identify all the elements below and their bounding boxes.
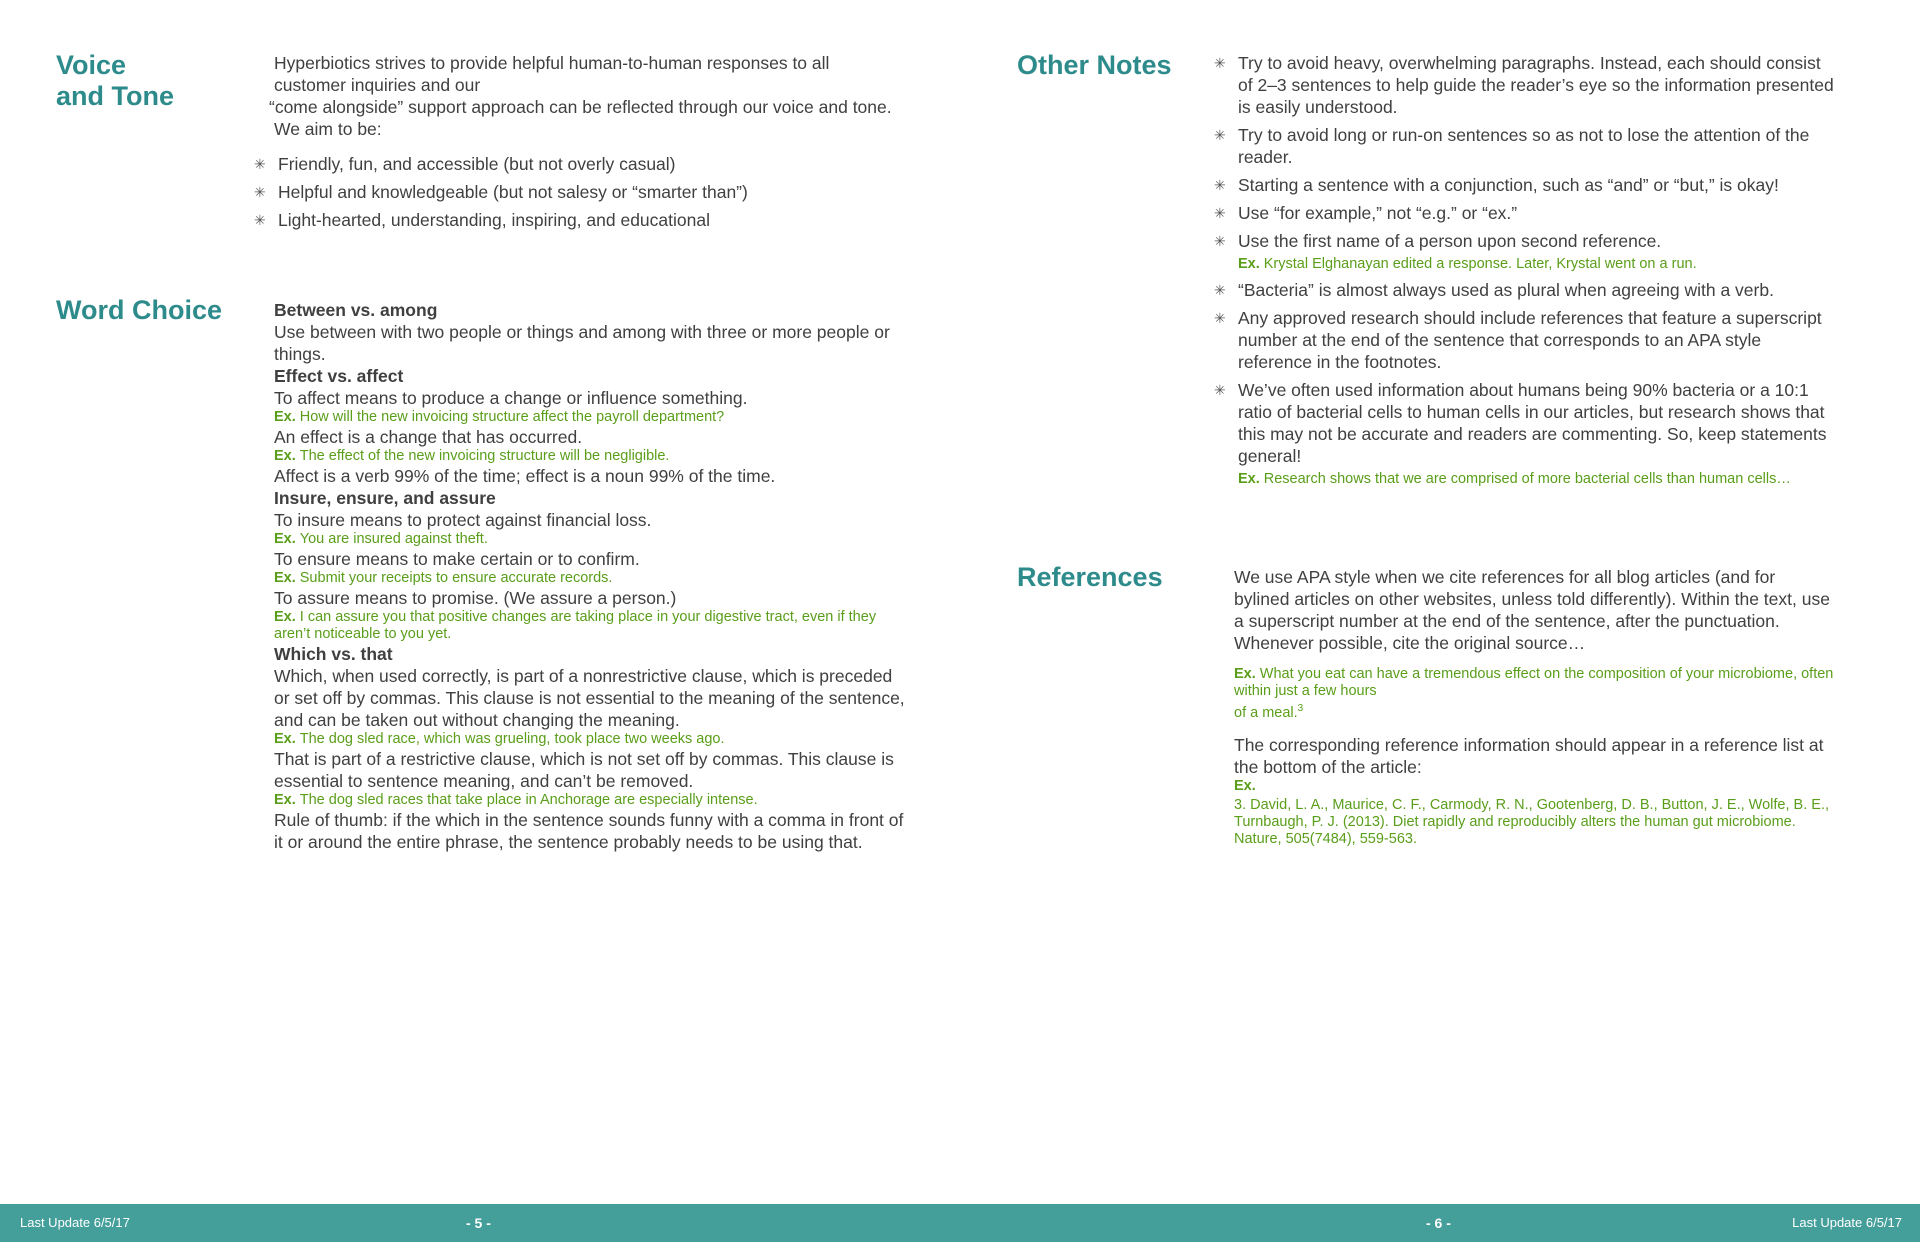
example: Ex. Submit your receipts to ensure accurate records. [274,570,613,586]
other-notes-heading: Other Notes [1017,50,1172,80]
list-item: ✳ Try to avoid heavy, overwhelming paragraphs. Instead, each should consist of 2–3 sentences to help guide the reader’s eye so the information presented is easily understood. [1214,53,1834,117]
last-update-right: Last Update 6/5/17 [1792,1215,1902,1230]
asterisk-bullet-icon: ✳ [1214,282,1226,298]
asterisk-bullet-icon: ✳ [254,212,266,228]
asterisk-bullet-icon: ✳ [1214,382,1226,398]
list-item: ✳ We’ve often used information about humans being 90% bacteria or a 10:1 ratio of bacterial cells to human cells in our articles, but research shows that this may not be accurate and readers are commenting. So, keep statements general! Ex. Research shows that we are comprised of more bacterial cells than human cells… [1214,379,1834,488]
references-heading: References [1017,562,1163,592]
subheading-insure: Insure, ensure, and assure [274,488,496,508]
list-item: ✳ Helpful and knowledgeable (but not salesy or “smarter than”) [254,182,748,202]
effect-text-3: Affect is a verb 99% of the time; effect is a noun 99% of the time. [274,466,776,486]
other-notes-list [1214,52,1834,494]
subheading-which: Which vs. that [274,644,393,664]
example: Ex. Krystal Elghanayan edited a response. Later, Krystal went on a run. [1238,256,1697,272]
asterisk-bullet-icon: ✳ [254,184,266,200]
example: Ex. How will the new invoicing structure affect the payroll department? [274,409,725,425]
example: Ex. I can assure you that positive changes are taking place in your digestive tract, even if they aren’t noticeable to you yet. [274,609,877,642]
voice-tone-intro [269,52,914,140]
intro-line: We aim to be: [274,119,382,139]
references-text-2: The corresponding reference information should appear in a reference list at the bottom of the article: [1234,734,1824,777]
which-text-1: Which, when used correctly, is part of a nonrestrictive clause, which is preceded or set off by commas. This clause is not essential to the meaning of the sentence, and can be taken out without changing the meaning. [274,666,905,730]
voice-tone-bullets [254,153,894,237]
example-label: Ex. [1234,777,1256,794]
list-item: ✳ Starting a sentence with a conjunction, such as “and” or “but,” is okay! [1214,175,1779,195]
voice-tone-heading-line1: Voice [56,50,127,80]
page-5 [0,0,960,1204]
reference-citation: 3. David, L. A., Maurice, C. F., Carmody, R. N., Gootenberg, D. B., Button, J. E., Wolfe, B. E., Turnbaugh, P. J. (2013). Diet rapidly and reproducibly alters the human gut microbiome. Nature, 505(7484), 559-563. [1234,796,1829,847]
intro-line: customer inquiries and our [274,75,481,95]
asterisk-bullet-icon: ✳ [1214,310,1226,326]
voice-tone-heading-line2: and Tone [56,81,174,111]
intro-line: “come alongside” support approach can be reflected through our voice and tone. [269,97,892,117]
references-text-1: We use APA style when we cite references for all blog articles (and for bylined articles on other websites, unless told differently). Within the text, use a superscript number at the end of the sentence, after the punctuation. Whenever possible, cite the original source… [1234,567,1830,653]
example: Ex. The effect of the new invoicing structure will be negligible. [274,448,670,464]
page-number-left: - 5 - [466,1215,491,1231]
subheading-effect: Effect vs. affect [274,366,404,386]
which-text-2: That is part of a restrictive clause, which is not set off by commas. This clause is essential to sentence meaning, and can’t be removed. [274,749,894,791]
page-number-right: - 6 - [1426,1215,1451,1231]
asterisk-bullet-icon: ✳ [1214,127,1226,143]
subheading-between: Between vs. among [274,300,438,320]
insure-text-3: To assure means to promise. (We assure a person.) [274,588,677,608]
asterisk-bullet-icon: ✳ [1214,205,1226,221]
voice-tone-heading [56,50,174,112]
asterisk-bullet-icon: ✳ [1214,233,1226,249]
page-6 [960,0,1920,1204]
list-item: ✳ Use “for example,” not “e.g.” or “ex.” [1214,203,1518,223]
which-text-3: Rule of thumb: if the which in the sentence sounds funny with a comma in front of it or around the entire phrase, the sentence probably needs to be using that. [274,810,904,852]
example: Ex. The dog sled races that take place in Anchorage are especially intense. [274,792,758,808]
word-choice-body [274,299,910,853]
footer-bar [0,1204,1920,1242]
asterisk-bullet-icon: ✳ [1214,55,1226,71]
example: Ex. The dog sled race, which was grueling, took place two weeks ago. [274,731,725,747]
example: Ex. Research shows that we are comprised of more bacterial cells than human cells… [1238,471,1791,487]
effect-text-2: An effect is a change that has occurred. [274,427,583,447]
list-item: ✳ Light-hearted, understanding, inspiring, and educational [254,210,710,230]
asterisk-bullet-icon: ✳ [1214,177,1226,193]
list-item: ✳ Use the first name of a person upon second reference. Ex. Krystal Elghanayan edited a response. Later, Krystal went on a run. [1214,230,1834,273]
example: Ex. You are insured against theft. [274,531,488,547]
insure-text-1: To insure means to protect against financial loss. [274,510,652,530]
effect-text-1: To affect means to produce a change or influence something. [274,388,748,408]
word-choice-heading: Word Choice [56,295,223,325]
list-item: ✳ Any approved research should include references that feature a superscript number at the end of the sentence that corresponds to an APA style reference in the footnotes. [1214,308,1822,372]
intro-line: Hyperbiotics strives to provide helpful human-to-human responses to all [274,53,830,73]
last-update-left: Last Update 6/5/17 [20,1215,130,1230]
list-item: ✳ Try to avoid long or run-on sentences so as not to lose the attention of the reader. [1214,125,1810,167]
references-body [1234,566,1834,848]
insure-text-2: To ensure means to make certain or to confirm. [274,549,640,569]
list-item: ✳ “Bacteria” is almost always used as plural when agreeing with a verb. [1214,280,1774,300]
example: Ex. What you eat can have a tremendous effect on the composition of your microbiome, often within just a few hours of a meal.$^3$ [1234,666,1834,721]
between-text: Use between with two people or things and among with three or more people or things. [274,322,890,364]
asterisk-bullet-icon: ✳ [254,156,266,172]
list-item: ✳ Friendly, fun, and accessible (but not overly casual) [254,154,676,174]
